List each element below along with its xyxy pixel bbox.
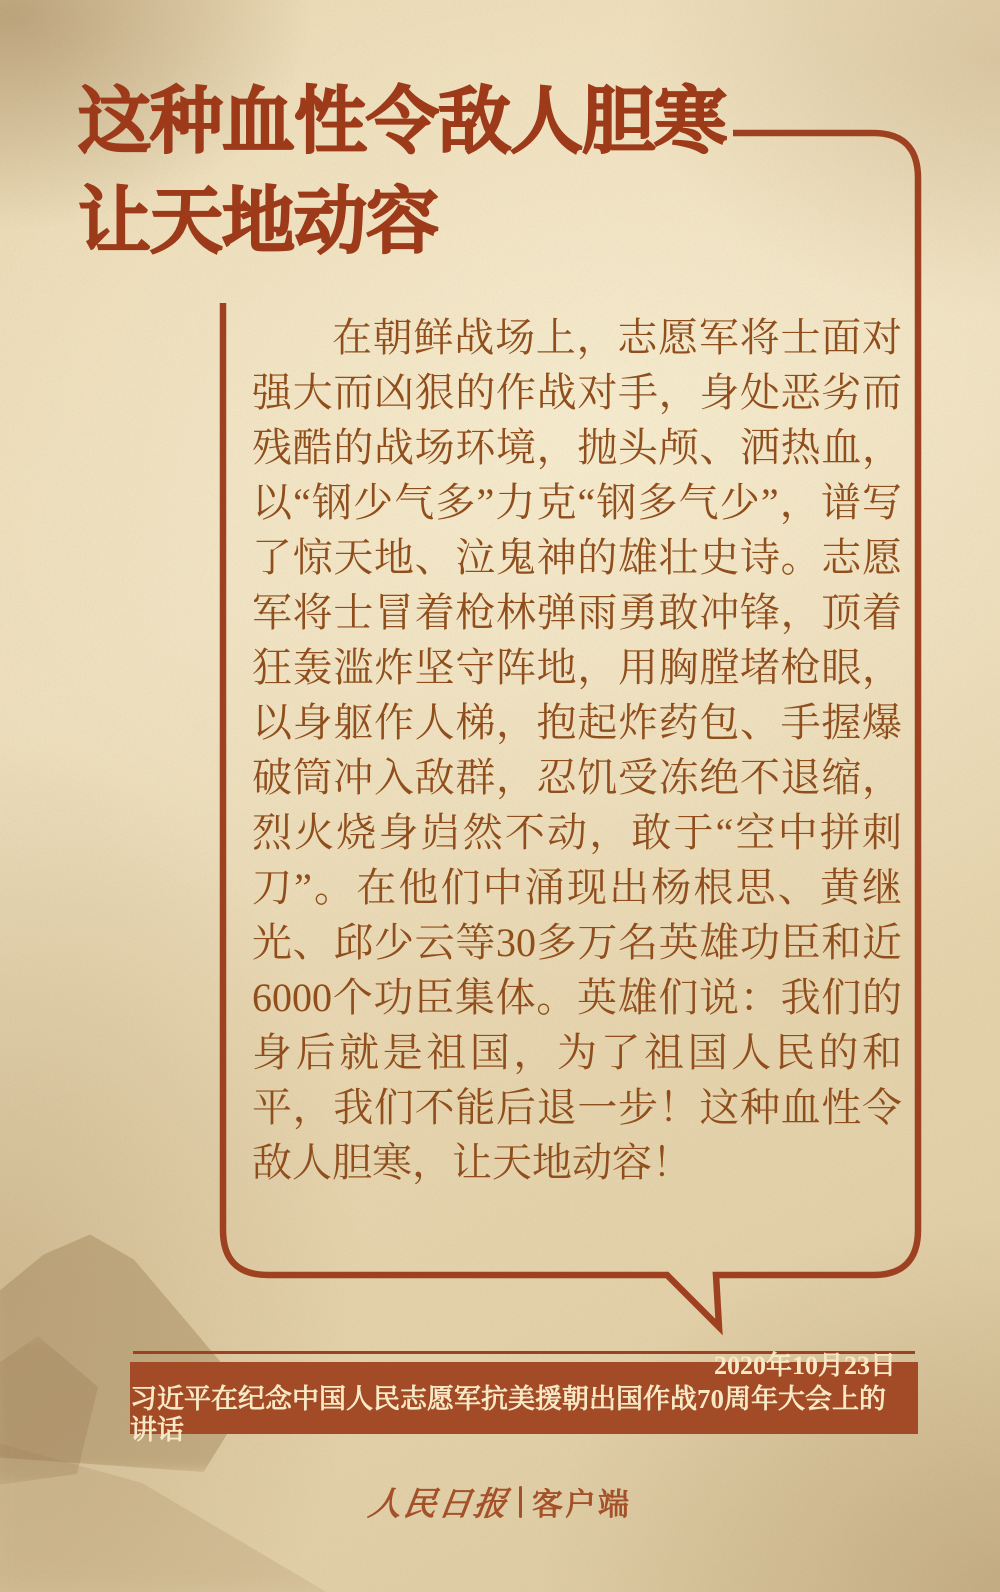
mountain-silhouette: [0, 1336, 140, 1486]
title-line-2: 让天地动容: [78, 181, 438, 262]
speech-text: 在朝鲜战场上，志愿军将士面对强大而凶狠的作战对手，身处恶劣而残酷的战场环境，抛头颅、洒热血，以“钢少气多”力克“钢多气少”，谱写了惊天地、泣鬼神的雄壮史诗。志愿军将士冒着枪林弹雨勇敢冲锋，顶着狂轰滥炸坚守阵地，用胸膛堵枪眼，以身躯作人梯，抱起炸药包、手握爆破筒冲入敌群，忍饥受冻绝不退缩，烈火烧身岿然不动，敢于“空中拼刺刀”。在他们中涌现出杨根思、黄继光、邱少云等30多万名英雄功臣和近6000个功臣集体。英雄们说：我们的身后就是祖国，为了祖国人民的和平，我们不能后退一步！这种血性令敌人胆寒，让天地动容！: [252, 315, 902, 1185]
attribution-source: 习近平在纪念中国人民志愿军抗美援朝出国作战70周年大会上的讲话: [130, 1383, 886, 1445]
client-label: 客户端: [532, 1487, 631, 1522]
attribution-banner: [130, 1350, 918, 1445]
peoples-daily-wordmark: 人民日报: [365, 1487, 512, 1523]
footer-logo: [0, 1478, 1000, 1525]
page-title: [78, 72, 726, 272]
brand-divider: [519, 1486, 522, 1518]
title-line-1: 这种血性令敌人胆寒: [78, 81, 726, 162]
attribution-date: 2020年10月23日: [713, 1350, 896, 1380]
